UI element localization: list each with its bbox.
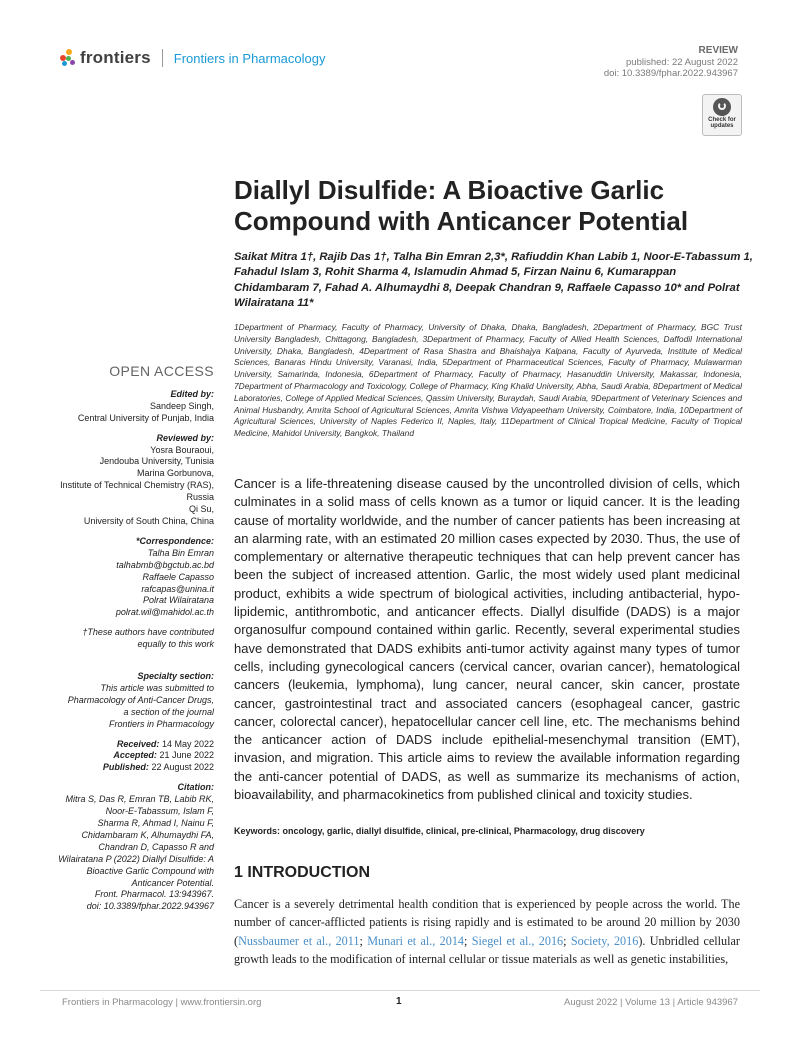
frontiers-logo-icon <box>60 49 76 67</box>
dates-block <box>40 739 214 775</box>
check-for-updates-button[interactable] <box>702 94 742 136</box>
frontiers-logo[interactable] <box>60 47 326 69</box>
reviewer-line: University of South China, China <box>83 515 214 526</box>
check-updates-label-2: updates <box>710 123 734 130</box>
reviewer-line: Russia <box>186 492 214 503</box>
brand-name: frontiers <box>80 48 151 67</box>
abstract: Cancer is a life-threatening disease caused by the uncontrolled division of cells, which culminates in a solid mass of cells known as a tumor or liquid cancer. It is the leading cause of mortality worldwide, and the number of cancer patients has been increasing at an alarming rate, with an estimated 20 million cases expected by 2030. Thus, the use of complementary or alternative therapeutic techniques that can help prevent cancer has been the subject of increased attention. Garlic, the most widely used plant medicinal product, exhibits a wide spectrum of biological activities, including antibacterial, hypo-lipidemic, antithrombotic, and anticancer effects. Diallyl disulfide (DADS) is a major organosulfur compound contained within garlic. Recently, several experimental studies have demonstrated that DADS exhibits anti-tumor activity against many types of tumor cells, including gynecological cancers (cervical cancer, ovarian cancer), hematological cancers (leukemia, lymphoma), lung cancer, neural cancer, skin cancer, prostate cancer, gastrointestinal tract and associated cancers (esophageal cancer, gastric cancer, colorectal cancer), hepatocellular cancer cell line, etc. The mechanisms behind the anticancer action of DADS include epithelial-mesenchymal transition (EMT), invasion, and migration. This article aims to review the available information regarding the anti-cancer potential of DADS, as well as summarize its mechanisms of action, bioavailability, and pharmacokinetics from published clinical and toxicity studies. <box>234 476 740 803</box>
open-access-label: OPEN ACCESS <box>109 363 214 379</box>
section-heading-introduction: 1 INTRODUCTION <box>234 864 370 881</box>
citation-link[interactable]: Siegel et al., 2016 <box>471 933 564 948</box>
header-divider <box>162 49 163 67</box>
reviewer-line: Institute of Technical Chemistry (RAS), <box>60 480 214 491</box>
page-number: 1 <box>396 996 402 1007</box>
specialty-block <box>40 671 214 731</box>
reviewer-line: Marina Gorbunova, <box>136 468 214 479</box>
citation-block <box>40 782 214 913</box>
specialty-line: Frontiers in Pharmacology <box>108 718 214 729</box>
introduction-paragraph: Cancer is a severely detrimental health condition that is experienced by people across the world. The number of cancer-afflicted patients is rising rapidly and is estimated to be around 20 million by 2030 (Nussbaumer et al., 2011; Munari et al., 2014; Siegel et al., 2016; Society, 2016). Unbridled cellular growth leads to the modification of internal cellular or tissue materials as well as genetic instabilities, <box>234 897 740 967</box>
citation-line: Mitra S, Das R, Emran TB, Labib RK, <box>65 794 214 805</box>
specialty-label: Specialty section: <box>137 671 214 682</box>
citation-line: Noor-E-Tabassum, Islam F, <box>105 806 214 817</box>
author-list: Saikat Mitra 1†, Rajib Das 1†, Talha Bin Emran 2,3*, Rafiuddin Khan Labib 1, Noor-E-Tabassum 1, Fahadul Islam 3, Rohit Sharma 4, Islamudin Ahmad 5, Firzan Nainu 6, Kumarappan Chidambaram 7, Fahad A. Alhumaydhi 8, Deepak Chandran 9, Raffaele Capasso 10* and Polrat Wilairatana 11* <box>234 251 753 310</box>
published-label: Published: <box>102 762 149 773</box>
affiliations: 1Department of Pharmacy, Faculty of Pharmacy, University of Dhaka, Dhaka, Bangladesh, 2Department of Pharmacy, BGC Trust University Bangladesh, Chittagong, Bangladesh, 3Department of Pharmacy, Faculty of Allied Health Sciences, Daffodil International University, Dhaka, Bangladesh, 4Department of Rasa Shastra and Bhaishajya Kalpana, Faculty of Ayurveda, Institute of Medical Sciences, Banaras Hindu University, Varanasi, India, 5Department of Pharmaceutical Sciences, Faculty of Pharmacy, Mulawarman University, Samarinda, Indonesia, 6Department of Pharmacy, Faculty of Pharmacy, Hasanuddin University, Makassar, Indonesia, 7Department of Pharmacology and Toxicology, College of Pharmacy, King Khalid University, Abha, Saudi Arabia, 8Department of Medical Laboratories, College of Applied Medical Sciences, Qassim University, Buraydah, Saudi Arabia, 9Department of Veterinary Sciences and Animal Husbandry, Amrita School of Agricultural Sciences, Amrita Vishwa Vidyapeetham University, Coimbatore, India, 10Department of Agricultural Sciences, University of Naples Federico II, Naples, Italy, 11Department of Clinical Tropical Medicine, Faculty of Tropical Medicine, Mahidol University, Bangkok, Thailand <box>234 322 742 439</box>
correspondence-block <box>40 536 214 619</box>
received-label: Received: <box>116 738 160 749</box>
correspondent-email[interactable]: rafcapas@unina.it <box>141 583 214 594</box>
correspondent-name: Raffaele Capasso <box>142 571 214 582</box>
intro-text: Cancer is a severely detrimental health condition that is experienced by people across the world. The number of cancer-afflicted patients is rising rapidly and is estimated to be around 20 million by 2030 ( <box>234 897 740 948</box>
article-type: REVIEW <box>698 45 738 56</box>
specialty-line: a section of the journal <box>123 706 214 717</box>
equal-contribution-note <box>40 627 214 651</box>
keywords: Keywords: oncology, garlic, diallyl disulfide, clinical, pre-clinical, Pharmacology, drug discovery <box>234 826 645 836</box>
intro-text: ). Unbridled cellular growth leads to the modification of internal cellular or tissue materials as well as genetic instabilities, <box>234 933 740 967</box>
editor-block <box>40 389 214 425</box>
contribution-line: †These authors have contributed <box>82 627 214 638</box>
correspondent-email[interactable]: talhabmb@bgctub.ac.bd <box>116 559 214 570</box>
citation-line: Bioactive Garlic Compound with <box>86 865 214 876</box>
editor-line: Sandeep Singh, <box>149 400 214 411</box>
citation-link[interactable]: Nussbaumer et al., 2011 <box>238 933 360 948</box>
reviewed-by-label: Reviewed by: <box>156 432 214 443</box>
citation-line: Anticancer Potential. <box>131 877 214 888</box>
published-date-sidebar: 22 August 2022 <box>151 762 214 773</box>
citation-line: Chandran D, Capasso R and <box>98 841 214 852</box>
correspondent-name: Polrat Wilairatana <box>143 595 214 606</box>
reviewer-line: Qi Su, <box>188 504 214 515</box>
edited-by-label: Edited by: <box>170 388 214 399</box>
article-sidebar <box>40 363 214 921</box>
citation-line[interactable]: doi: 10.3389/fphar.2022.943967 <box>86 901 214 912</box>
received-date: 14 May 2022 <box>161 738 214 749</box>
article-title: Diallyl Disulfide: A Bioactive Garlic Compound with Anticancer Potential <box>234 175 689 236</box>
contribution-line: equally to this work <box>137 639 214 650</box>
published-date: published: 22 August 2022 <box>626 56 738 68</box>
footer-journal-link[interactable]: Frontiers in Pharmacology | www.frontiersin.org <box>62 997 262 1008</box>
specialty-line: This article was submitted to <box>100 682 214 693</box>
article-doi[interactable]: doi: 10.3389/fphar.2022.943967 <box>603 68 738 80</box>
citation-line: Front. Pharmacol. 13:943967. <box>94 889 214 900</box>
citation-line: Wilairatana P (2022) Diallyl Disulfide: A <box>58 853 214 864</box>
correspondent-email[interactable]: polrat.wil@mahidol.ac.th <box>115 607 214 618</box>
check-updates-icon <box>713 98 731 116</box>
check-updates-label-1: Check for <box>708 117 736 123</box>
footer-issue-info: August 2022 | Volume 13 | Article 943967 <box>564 997 738 1008</box>
reviewer-line: Jendouba University, Tunisia <box>99 456 214 467</box>
citation-label: Citation: <box>177 782 214 793</box>
editor-line: Central University of Punjab, India <box>77 412 214 423</box>
article-meta <box>604 45 738 80</box>
journal-name[interactable]: Frontiers in Pharmacology <box>173 50 326 66</box>
citation-line: Sharma R, Ahmad I, Nainu F, <box>97 818 214 828</box>
correspondent-name: Talha Bin Emran <box>147 547 214 558</box>
accepted-date: 21 June 2022 <box>159 750 214 761</box>
correspondence-label: *Correspondence: <box>135 535 214 546</box>
citation-link[interactable]: Munari et al., 2014 <box>367 933 465 948</box>
accepted-label: Accepted: <box>113 750 157 761</box>
citation-line: Chidambaram K, Alhumaydhi FA, <box>81 829 214 840</box>
reviewer-block <box>40 433 214 528</box>
citation-link[interactable]: Society, 2016 <box>570 933 639 948</box>
footer-divider <box>40 990 760 991</box>
specialty-line: Pharmacology of Anti-Cancer Drugs, <box>67 694 214 705</box>
reviewer-line: Yosra Bouraoui, <box>150 444 214 455</box>
